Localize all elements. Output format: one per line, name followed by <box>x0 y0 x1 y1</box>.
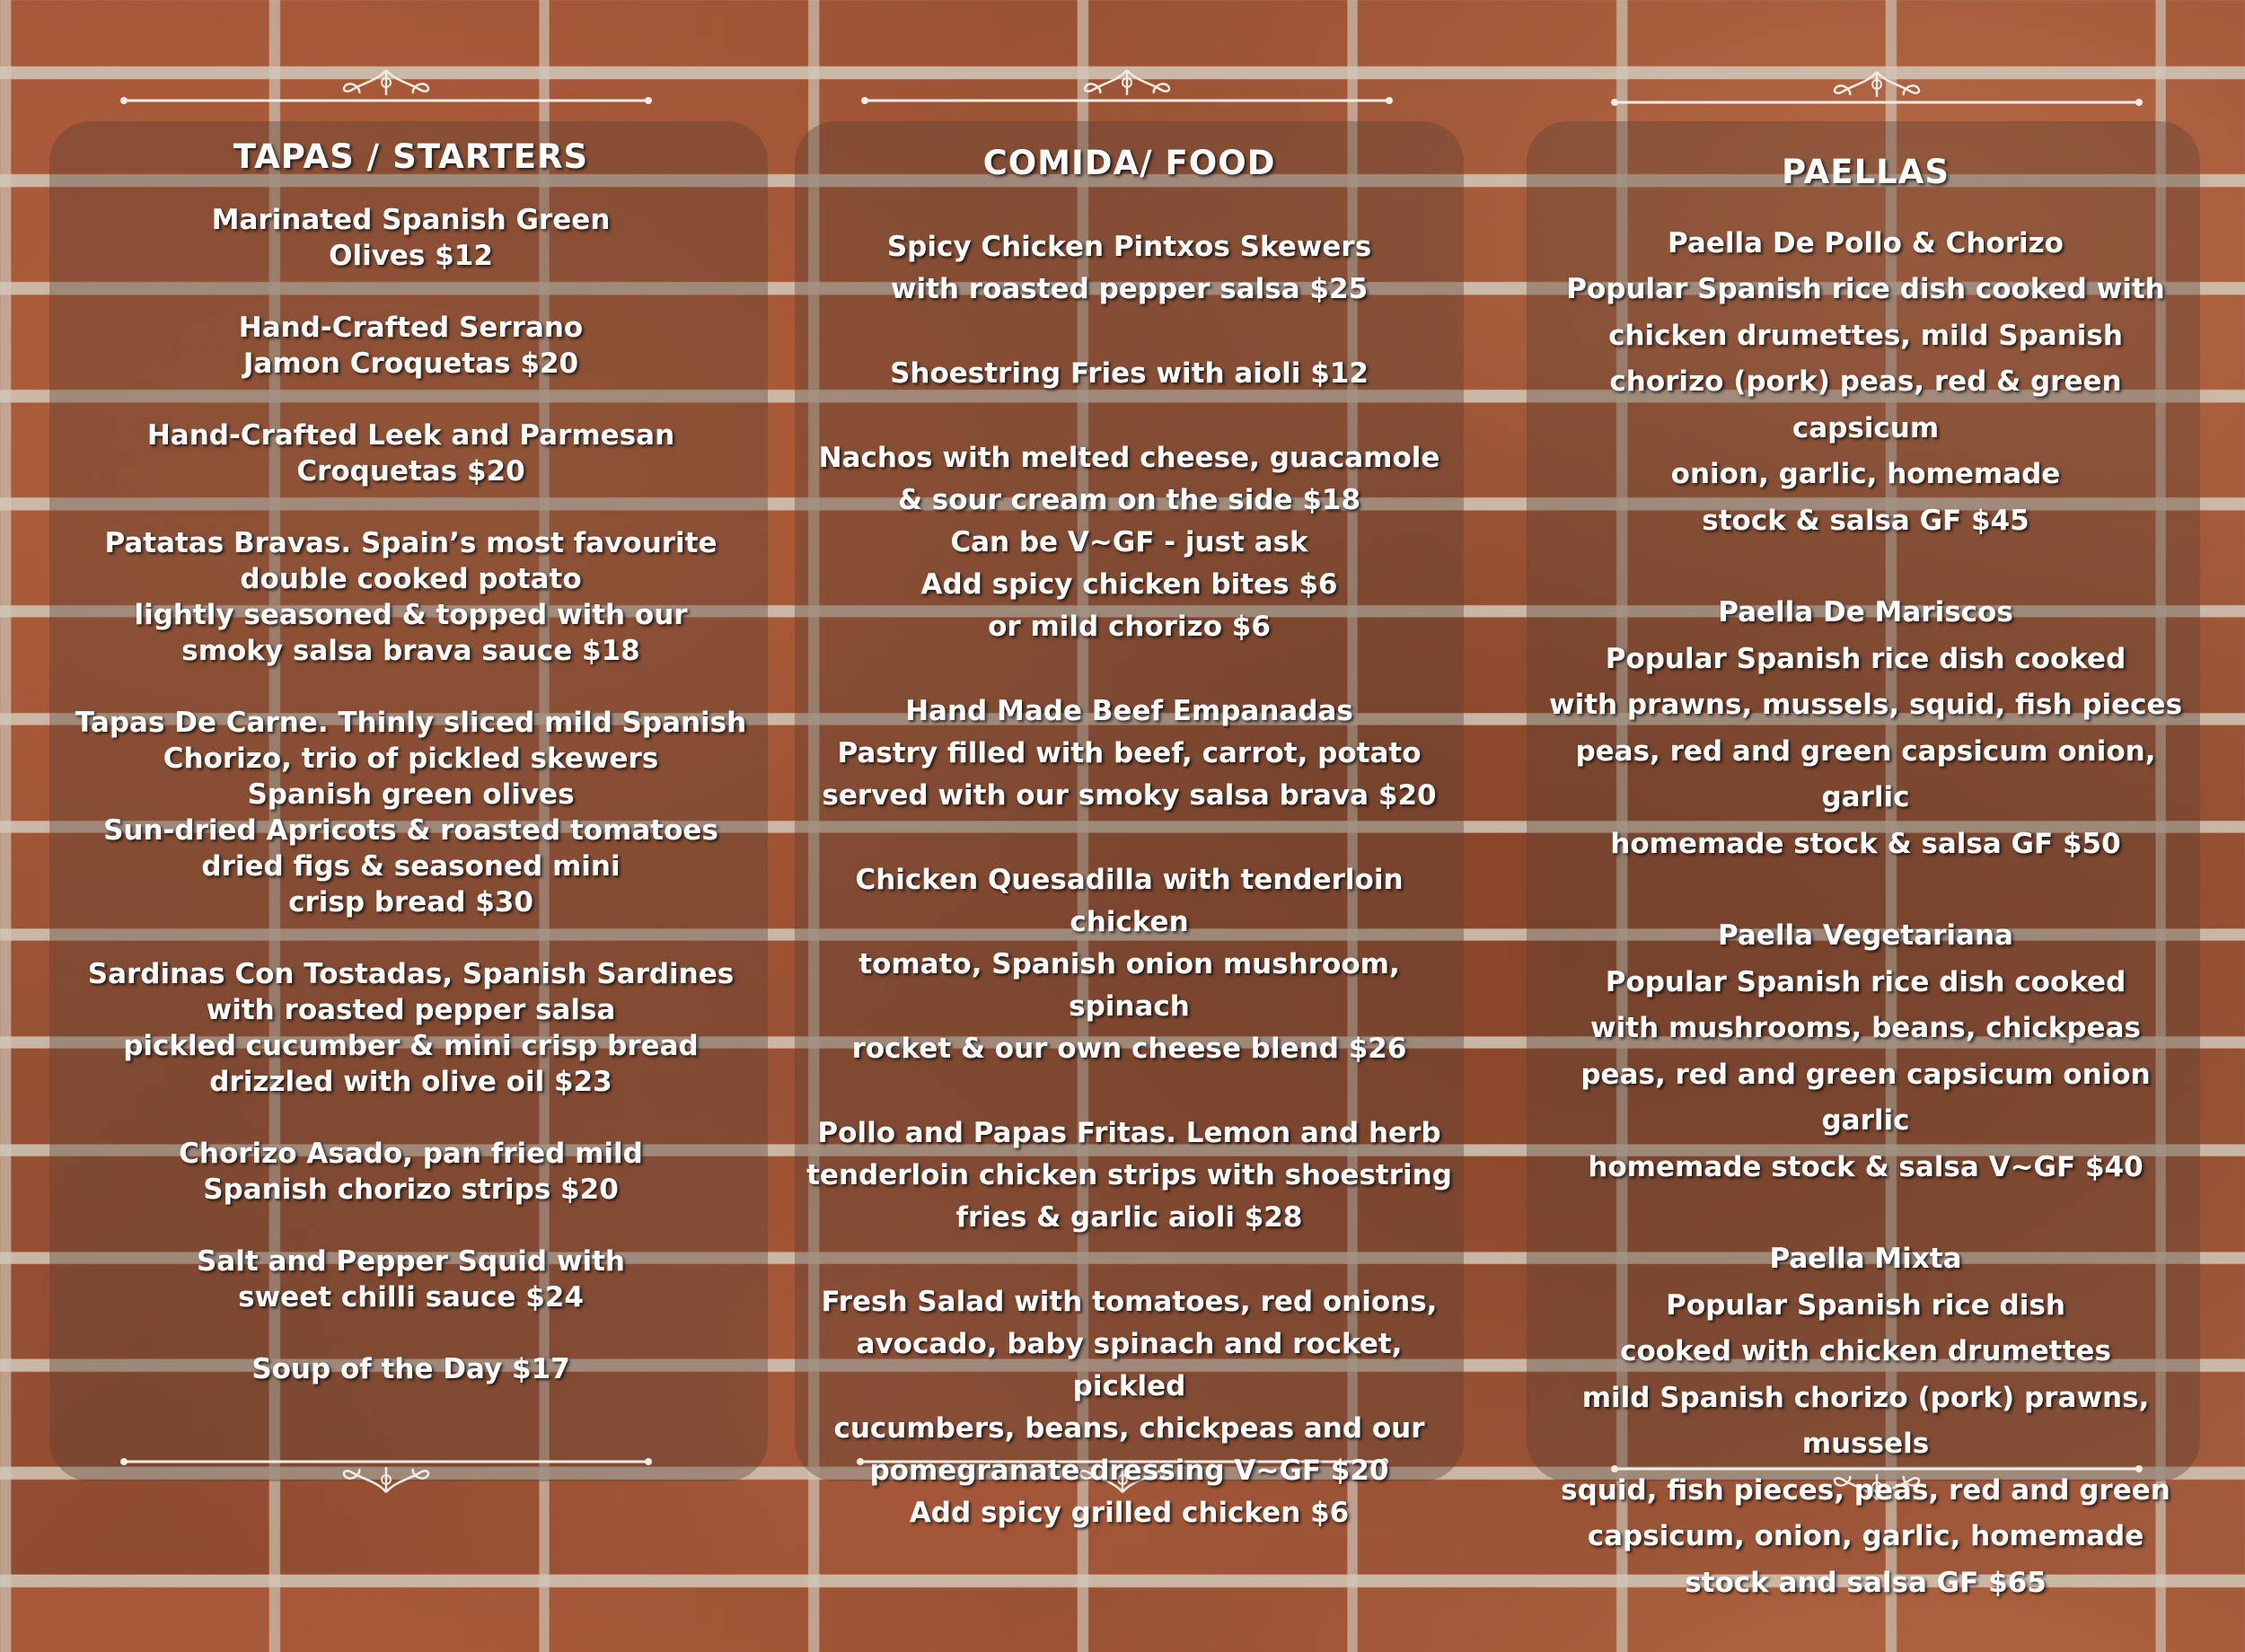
menu-item: Fresh Salad with tomatoes, red onions, avocado, baby spinach and rocket, pickled cucumbers, beans, chickpeas and our pomegranate dressing V~GF $20 Add spicy grilled chicken $6 <box>821 1286 1438 1529</box>
menu-item: Sardinas Con Tostadas, Spanish Sardines with roasted pepper salsa pickled cucumber & mini crisp bread drizzled with olive oil $23 <box>87 958 735 1098</box>
tapas-starters-column <box>63 139 759 1423</box>
menu-item: Patatas Bravas. Spain’s most favourite double cooked potato lightly seasoned & topped with our smoky salsa brava sauce $18 <box>104 527 718 667</box>
menu-item: Chicken Quesadilla with tenderloin chicken tomato, Spanish onion mushroom, spinach rocket & our own cheese blend $26 <box>851 864 1407 1065</box>
menu-item: Hand-Crafted Leek and Parmesan Croquetas $20 <box>146 419 675 488</box>
menu-item: Marinated Spanish Green Olives $12 <box>211 204 611 272</box>
flourish-divider-icon <box>117 1454 656 1508</box>
flourish-divider-icon <box>858 63 1396 117</box>
flourish-divider-icon <box>117 63 656 117</box>
section-title-tapas: TAPAS / STARTERS <box>233 137 589 176</box>
menu-item: Salt and Pepper Squid with sweet chilli sauce $24 <box>196 1245 626 1314</box>
menu-item: Paella De Mariscos Popular Spanish rice dish cooked with prawns, mussels, squid, fish pieces peas, red and green capsicum onion, garlic homemade stock & salsa GF $50 <box>1548 596 2183 860</box>
menu-item: Pollo and Papas Fritas. Lemon and herb tenderloin chicken strips with shoestring fries & garlic aioli $28 <box>806 1117 1452 1234</box>
menu-item: Tapas De Carne. Thinly sliced mild Spanish Chorizo, trio of pickled skewers Spanish green olives Sun-dried Apricots & roasted tomatoes dried figs & seasoned mini crisp bread $30 <box>75 707 747 918</box>
section-title-food: COMIDA/ FOOD <box>982 144 1276 182</box>
menu-item: Soup of the Day $17 <box>251 1353 570 1385</box>
menu-item: Hand Made Beef Empanadas Pastry filled with beef, carrot, potato served with our smoky salsa brava $20 <box>822 695 1437 812</box>
flourish-divider-icon <box>1607 65 2146 119</box>
comida-food-column <box>804 142 1455 1577</box>
menu-item: Spicy Chicken Pintxos Skewers with roasted pepper salsa $25 <box>886 231 1372 305</box>
menu-item: Shoestring Fries with aioli $12 <box>890 357 1369 390</box>
section-title-paellas: PAELLAS <box>1781 153 1950 191</box>
menu-item: Paella Mixta Popular Spanish rice dish cooked with chicken drumettes mild Spanish chorizo (pork) prawns, mussels squid, fish pieces, peas, red and green capsicum, onion, garlic, homemade stock and salsa GF $65 <box>1561 1243 2170 1599</box>
menu-item: Chorizo Asado, pan fried mild Spanish chorizo strips $20 <box>179 1138 643 1206</box>
menu-item: Paella Vegetariana Popular Spanish rice dish cooked with mushrooms, beans, chickpeas peas, red and green capsicum onion garlic homemade stock & salsa V~GF $40 <box>1580 919 2151 1183</box>
paellas-column <box>1540 149 2191 1652</box>
menu-item: Paella De Pollo & Chorizo Popular Spanish rice dish cooked with chicken drumettes, mild Spanish chorizo (pork) peas, red & green capsicum onion, garlic, homemade stock & salsa GF $45 <box>1566 226 2165 537</box>
menu-item: Hand-Crafted Serrano Jamon Croquetas $20 <box>238 312 584 380</box>
menu-item: Nachos with melted cheese, guacamole & sour cream on the side $18 Can be V~GF - just ask Add spicy chicken bites $6 or mild chorizo $6 <box>818 442 1440 643</box>
